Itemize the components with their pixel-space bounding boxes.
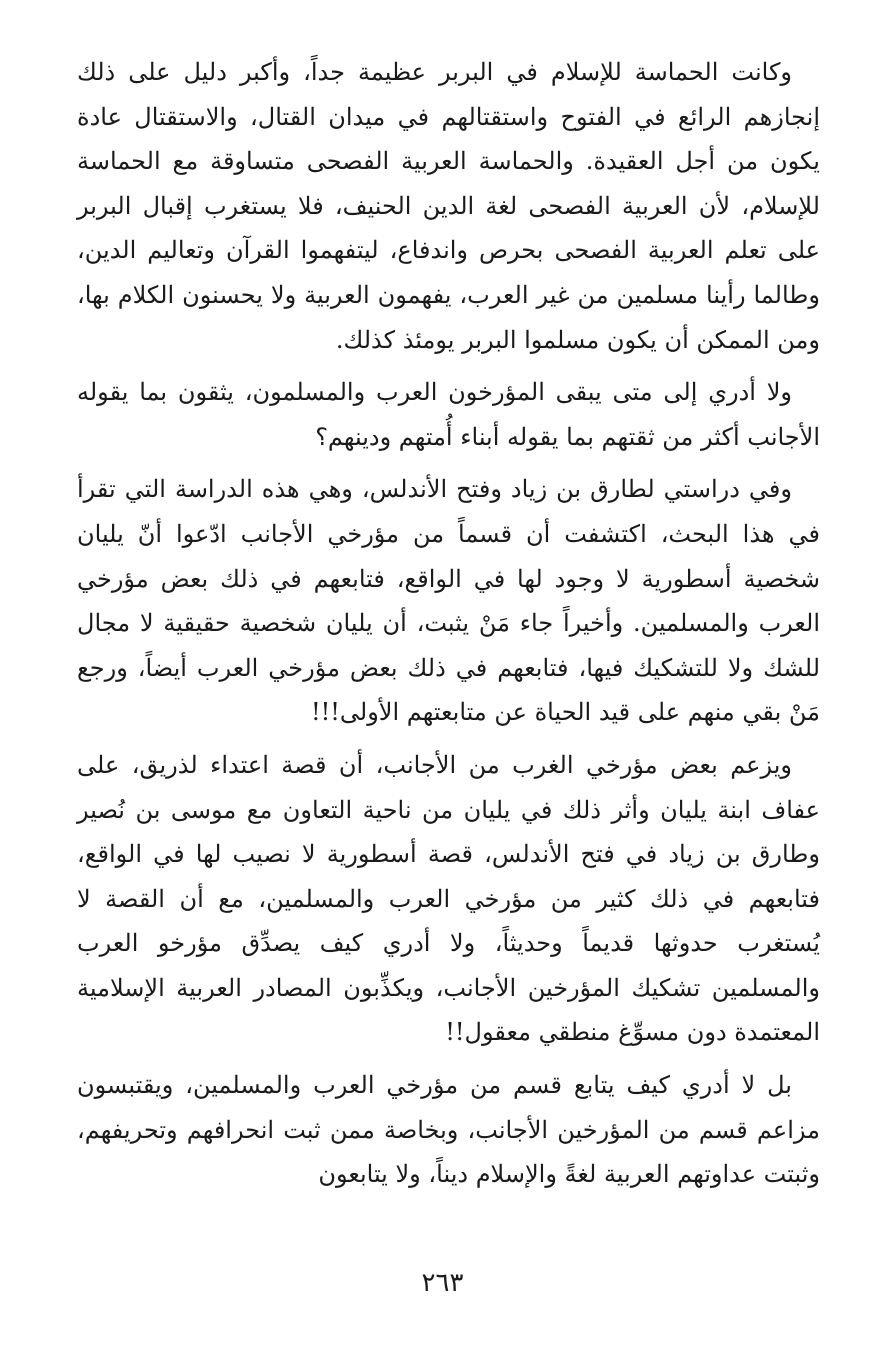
paragraph-1: وكانت الحماسة للإسلام في البربر عظيمة جداً، وأكبر دليل على ذلك إنجازهم الرائع في الفتوح واستقتالهم في ميدان القتال، والاستقتال عادة يكون من أجل العقيدة. والحماسة العربية الفصحى متساوقة مع الحماسة للإسلام، لأن العربية الفصحى لغة الدين الحنيف، فلا يستغرب إقبال البربر على تعلم العربية الفصحى بحرص واندفاع، ليتفهموا القرآن وتعاليم الدين، وطالما رأينا مسلمين من غير العرب، يفهمون العربية ولا يحسنون الكلام بها، ومن الممكن أن يكون مسلموا البربر يومئذ كذلك. (77, 58, 820, 354)
paragraph-2: ولا أدري إلى متى يبقى المؤرخون العرب والمسلمون، يثقون بما يقوله الأجانب أكثر من ثقتهم بما يقوله أبناء أُمتهم ودينهم؟ (77, 378, 820, 451)
paragraph-3: وفي دراستي لطارق بن زياد وفتح الأندلس، وهي هذه الدراسة التي تقرأ في هذا البحث، اكتشفت أن قسماً من مؤرخي الأجانب ادّعوا أنّ يليان شخصية أسطورية لا وجود لها في الواقع، فتابعهم في ذلك بعض مؤرخي العرب والمسلمين. وأخيراً جاء مَنْ يثبت، أن يليان شخصية حقيقية لا مجال للشك ولا للتشكيك فيها، فتابعهم في ذلك بعض مؤرخي العرب أيضاً، ورجع مَنْ بقي منهم على قيد الحياة عن متابعتهم الأولى!!! (77, 475, 820, 727)
body-text (77, 50, 820, 1205)
paragraph-4: ويزعم بعض مؤرخي الغرب من الأجانب، أن قصة اعتداء لذريق، على عفاف ابنة يليان وأثر ذلك في يليان من ناحية التعاون مع موسى بن نُصير وطارق بن زياد في فتح الأندلس، قصة أسطورية لا نصيب لها في الواقع، فتابعهم في ذلك كثير من مؤرخي العرب والمسلمين، مع أن القصة لا يُستغرب حدوثها قديماً وحديثاً، ولا أدري كيف يصدِّق مؤرخو العرب والمسلمين تشكيك المؤرخين الأجانب، ويكذِّبون المصادر العربية الإسلامية المعتمدة دون مسوِّغ منطقي معقول!! (77, 750, 820, 1047)
paragraph-5: بل لا أدري كيف يتابع قسم من مؤرخي العرب والمسلمين، ويقتبسون مزاعم قسم من المؤرخين الأجانب، وبخاصة ممن ثبت انحرافهم وتحريفهم، وثبتت عداوتهم العربية لغةً والإسلام ديناً، ولا يتابعون (77, 1071, 820, 1189)
page-number: ٢٦٣ (421, 1268, 464, 1298)
